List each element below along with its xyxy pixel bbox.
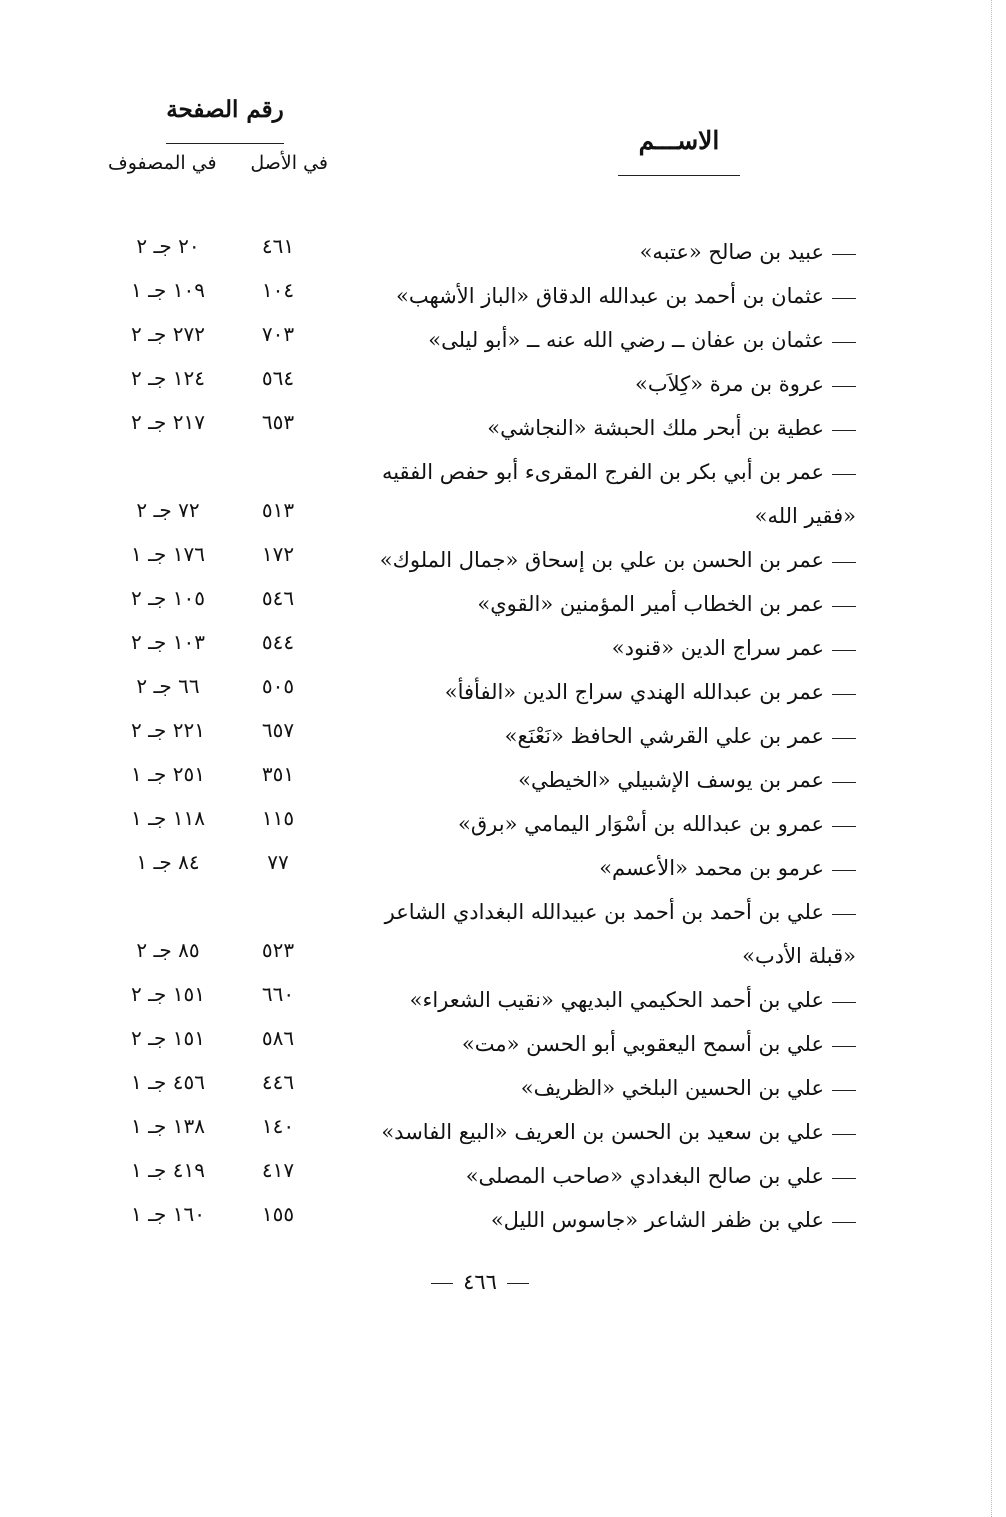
entry-name-text: علي بن الحسين البلخي «الظريف» <box>520 1076 824 1100</box>
page-typeset: ٨٤ جـ ١ <box>136 850 200 874</box>
entry-dash <box>832 782 856 783</box>
page-original: ١٧٢ <box>261 542 295 566</box>
page-typeset: ١٦٠ جـ ١ <box>131 1202 205 1226</box>
entry-name-text: عروة بن مرة «كِلاَب» <box>635 372 824 396</box>
page-typeset: ٢٧٢ جـ ٢ <box>131 322 205 346</box>
page-typeset: ٧٢ جـ ٢ <box>136 498 200 522</box>
entry-name <box>336 1198 856 1242</box>
page-typeset: ١٠٥ جـ ٢ <box>131 586 205 610</box>
page-typeset: ١٠٣ جـ ٢ <box>131 630 205 654</box>
page-original: ٥١٣ <box>261 498 295 522</box>
entry-dash <box>832 298 856 299</box>
entry-name-text: عمر بن الخطاب أمير المؤمنين «القوي» <box>477 592 824 616</box>
page-typeset: ١٧٦ جـ ١ <box>131 542 205 566</box>
footer-dash <box>507 1283 529 1284</box>
footer-page-number: ٤٦٦ <box>463 1270 497 1294</box>
index-row <box>0 356 1006 400</box>
page-column-headings <box>108 152 328 174</box>
index-row <box>0 444 1006 532</box>
entry-dash <box>832 1002 856 1003</box>
name-heading: الاســـم <box>638 126 720 155</box>
index-row <box>0 1148 1006 1192</box>
entry-name-text: عمرو بن عبدالله بن أسْوَار اليمامي «برق» <box>458 812 824 836</box>
page-typeset: ٢٥١ جـ ١ <box>131 762 205 786</box>
page-original: ٥٤٦ <box>261 586 295 610</box>
index-row <box>0 884 1006 972</box>
index-row <box>0 268 1006 312</box>
page-original: ١١٥ <box>261 806 295 830</box>
index-row <box>0 1192 1006 1236</box>
heading-rule <box>166 143 284 144</box>
page-typeset: ١٥١ جـ ٢ <box>131 982 205 1006</box>
name-heading-rule <box>618 175 740 176</box>
entry-dash <box>832 1090 856 1091</box>
entry-name-text: عمر سراج الدين «قنود» <box>611 636 824 660</box>
page-original: ٦٥٣ <box>261 410 295 434</box>
entry-name-text: عثمان بن عفان ــ رضي الله عنه ــ «أبو ليلى» <box>428 328 824 352</box>
entry-name-text: عمر بن الحسن بن علي بن إسحاق «جمال الملوك» <box>379 548 824 572</box>
page-typeset: ٢٢١ جـ ٢ <box>131 718 205 742</box>
page-typeset: ١١٨ جـ ١ <box>131 806 205 830</box>
entry-name-text: علي بن أحمد الحكيمي البديهي «نقيب الشعراء» <box>409 988 824 1012</box>
entry-name-text: عمر بن أبي بكر بن الفرج المقرىء أبو حفص الفقيه «فقير الله» <box>381 460 856 528</box>
page-original: ٥٠٥ <box>261 674 295 698</box>
page-original: ١٠٤ <box>261 278 295 302</box>
entry-dash <box>832 738 856 739</box>
page-original: ٣٥١ <box>261 762 295 786</box>
entry-dash <box>832 606 856 607</box>
index-row <box>0 224 1006 268</box>
page-typeset: ٦٦ جـ ٢ <box>136 674 200 698</box>
index-row <box>0 620 1006 664</box>
page-typeset: ١٣٨ جـ ١ <box>131 1114 205 1138</box>
page-original: ١٥٥ <box>261 1202 295 1226</box>
page-footer <box>380 1270 580 1294</box>
footer-dash <box>431 1283 453 1284</box>
index-row <box>0 1060 1006 1104</box>
entry-name-text: عبيد بن صالح «عتبه» <box>639 240 824 264</box>
entry-dash <box>832 826 856 827</box>
entry-dash <box>832 870 856 871</box>
page-original: ٤٤٦ <box>261 1070 295 1094</box>
page-number-heading: رقم الصفحة <box>166 96 284 123</box>
entry-dash <box>832 694 856 695</box>
index-row <box>0 796 1006 840</box>
entry-dash <box>832 430 856 431</box>
index-list <box>0 224 1006 1236</box>
page-typeset: ١٢٤ جـ ٢ <box>131 366 205 390</box>
entry-name-text: عطية بن أبحر ملك الحبشة «النجاشي» <box>487 416 824 440</box>
entry-name-text: عمر بن علي القرشي الحافظ «نَعْنَع» <box>504 724 824 748</box>
entry-dash <box>832 1134 856 1135</box>
entry-name-text: عمر بن يوسف الإشبيلي «الخيطي» <box>518 768 824 792</box>
entry-name-text: عمر بن عبدالله الهندي سراج الدين «الفأفأ» <box>444 680 824 704</box>
entry-name <box>336 890 856 978</box>
index-row <box>0 312 1006 356</box>
page-typeset: ١٥١ جـ ٢ <box>131 1026 205 1050</box>
entry-dash <box>832 1222 856 1223</box>
page-original: ٤٦١ <box>261 234 295 258</box>
page-original: ٥٦٤ <box>261 366 295 390</box>
page-typeset: ٤٥٦ جـ ١ <box>131 1070 205 1094</box>
page-original: ٥٢٣ <box>261 938 295 962</box>
index-row <box>0 576 1006 620</box>
entry-dash <box>832 1178 856 1179</box>
page-original: ٥٤٤ <box>261 630 295 654</box>
entry-dash <box>832 562 856 563</box>
entry-dash <box>832 474 856 475</box>
page-original: ٦٥٧ <box>261 718 295 742</box>
column-heading-original: في الأصل <box>250 152 328 174</box>
page-original: ٦٦٠ <box>261 982 295 1006</box>
entry-dash <box>832 914 856 915</box>
entry-dash <box>832 386 856 387</box>
entry-dash <box>832 1046 856 1047</box>
entry-dash <box>832 342 856 343</box>
column-heading-typeset: في المصفوف <box>108 152 217 174</box>
entry-name <box>336 450 856 538</box>
entry-name-text: علي بن صالح البغدادي «صاحب المصلى» <box>465 1164 824 1188</box>
entry-dash <box>832 650 856 651</box>
page-typeset: ١٠٩ جـ ١ <box>131 278 205 302</box>
index-row <box>0 400 1006 444</box>
entry-name-text: علي بن أحمد بن أحمد بن عبيدالله البغدادي الشاعر «قبلة الأدب» <box>384 900 856 968</box>
page-typeset: ٢١٧ جـ ٢ <box>131 410 205 434</box>
index-row <box>0 840 1006 884</box>
page-typeset: ٤١٩ جـ ١ <box>131 1158 205 1182</box>
page-typeset: ٢٠ جـ ٢ <box>136 234 200 258</box>
index-row <box>0 752 1006 796</box>
entry-name-text: علي بن سعيد بن الحسن بن العريف «البيع الفاسد» <box>381 1120 824 1144</box>
page-original: ٤١٧ <box>261 1158 295 1182</box>
page-original: ٧٧ <box>267 850 289 874</box>
entry-name-text: عرمو بن محمد «الأعسم» <box>599 856 824 880</box>
index-row <box>0 708 1006 752</box>
entry-name-text: علي بن ظفر الشاعر «جاسوس الليل» <box>490 1208 824 1232</box>
index-row <box>0 664 1006 708</box>
page-original: ٧٠٣ <box>261 322 295 346</box>
entry-name-text: عثمان بن أحمد بن عبدالله الدقاق «الباز الأشهب» <box>395 284 824 308</box>
page-original: ١٤٠ <box>261 1114 295 1138</box>
index-row <box>0 1104 1006 1148</box>
entry-name-text: علي بن أسمح اليعقوبي أبو الحسن «مت» <box>461 1032 824 1056</box>
page-original: ٥٨٦ <box>261 1026 295 1050</box>
index-row <box>0 972 1006 1016</box>
index-row <box>0 532 1006 576</box>
index-row <box>0 1016 1006 1060</box>
page-typeset: ٨٥ جـ ٢ <box>136 938 200 962</box>
entry-dash <box>832 254 856 255</box>
